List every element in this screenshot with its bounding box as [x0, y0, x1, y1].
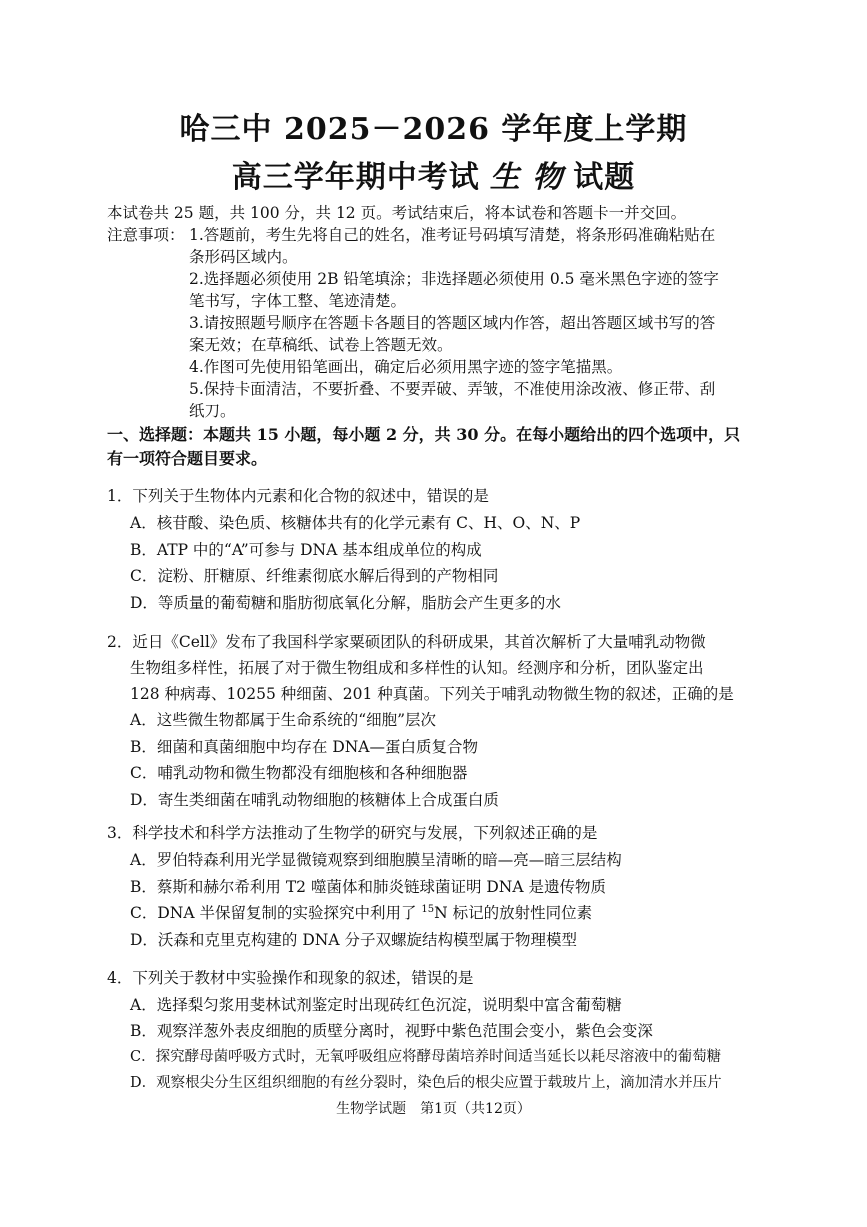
question-1-option-c: C．淀粉、肝糖原、纤维素彻底水解后得到的产物相同 [130, 567, 499, 585]
option-text: C．DNA 半保留复制的实验探究中利用了 [130, 904, 422, 922]
question-2-option-c: C．哺乳动物和微生物都没有细胞核和各种细胞器 [130, 764, 468, 782]
question-4-option-b: B．观察洋葱外表皮细胞的质壁分离时，视野中紫色范围会变小，紫色会变深 [130, 1022, 653, 1040]
question-2-stem-cont: 生物组多样性，拓展了对于微生物组成和多样性的认知。经测序和分析，团队鉴定出 [130, 659, 704, 677]
notice-line: 纸刀。 [189, 402, 236, 420]
page-footer: 生物学试题 第1页（共12页） [336, 1101, 531, 1117]
question-1-option-d: D．等质量的葡萄糖和脂肪彻底氧化分解，脂肪会产生更多的水 [130, 594, 561, 612]
subtitle-prefix: 高三学年期中考试 [231, 160, 480, 195]
notice-label: 注意事项： [107, 226, 185, 244]
notice-line: 5.保持卡面清洁，不要折叠、不要弄破、弄皱，不准使用涂改液、修正带、刮 [189, 380, 716, 398]
question-2-option-b: B．细菌和真菌细胞中均存在 DNA—蛋白质复合物 [130, 738, 479, 756]
isotope-mass-number: 15 [421, 903, 435, 915]
question-2-option-d: D．寄生类细菌在哺乳动物细胞的核糖体上合成蛋白质 [130, 791, 499, 809]
question-2-option-a: A．这些微生物都属于生命系统的“细胞”层次 [130, 711, 437, 729]
notice-line: 案无效；在草稿纸、试卷上答题无效。 [189, 336, 453, 354]
question-4-option-c: C．探究酵母菌呼吸方式时，无氧呼吸组应将酵母菌培养时间适当延长以耗尽溶液中的葡萄糖 [130, 1049, 722, 1065]
subject-name: 生 物 [489, 160, 564, 195]
exam-title: 哈三中 2025－2026 学年度上学期 [179, 112, 688, 147]
option-text: N 标记的放射性同位素 [434, 904, 593, 922]
intro-text: 本试卷共 25 题，共 100 分，共 12 页。考试结束后，将本试卷和答题卡一并交回。 [107, 204, 687, 222]
notice-line: 4.作图可先使用铅笔画出，确定后必须用黑字迹的签字笔描黑。 [189, 358, 623, 376]
notice-line: 笔书写，字体工整、笔迹清楚。 [189, 292, 407, 310]
exam-subtitle [0, 152, 867, 196]
notice-line: 3.请按照题号顺序在答题卡各题目的答题区域内作答，超出答题区域书写的答 [189, 314, 716, 332]
notice-line: 条形码区域内。 [189, 248, 298, 266]
question-2-stem-cont: 128 种病毒、10255 种细菌、201 种真菌。下列关于哺乳动物微生物的叙述，正确的是 [130, 685, 734, 703]
question-1-option-b: B．ATP 中的“A”可参与 DNA 基本组成单位的构成 [130, 541, 482, 559]
question-3-option-c [130, 902, 592, 924]
question-4-stem: 4．下列关于教材中实验操作和现象的叙述，错误的是 [107, 969, 474, 987]
question-3-option-d: D．沃森和克里克构建的 DNA 分子双螺旋结构模型属于物理模型 [130, 931, 577, 949]
question-1-option-a: A．核苷酸、染色质、核糖体共有的化学元素有 C、H、O、N、P [130, 514, 581, 532]
question-4-option-a: A．选择梨匀浆用斐林试剂鉴定时出现砖红色沉淀，说明梨中富含葡萄糖 [130, 996, 622, 1014]
notice-line: 1.答题前，考生先将自己的姓名，准考证号码填写清楚，将条形码准确粘贴在 [189, 226, 716, 244]
section-heading-cont: 有一项符合题目要求。 [107, 449, 268, 468]
question-1-stem: 1．下列关于生物体内元素和化合物的叙述中，错误的是 [107, 487, 489, 505]
question-3-option-a: A．罗伯特森利用光学显微镜观察到细胞膜呈清晰的暗—亮—暗三层结构 [130, 851, 622, 869]
question-3-option-b: B．蔡斯和赫尔希利用 T2 噬菌体和肺炎链球菌证明 DNA 是遗传物质 [130, 878, 606, 896]
section-heading: 一、选择题：本题共 15 小题，每小题 2 分，共 30 分。在每小题给出的四个选项中，只 [107, 425, 741, 444]
question-2-stem: 2．近日《Cell》发布了我国科学家粟硕团队的科研成果，其首次解析了大量哺乳动物微 [107, 633, 706, 651]
subtitle-suffix: 试题 [573, 160, 636, 195]
question-4-option-d: D．观察根尖分生区组织细胞的有丝分裂时，染色后的根尖应置于载玻片上，滴加清水并压片 [130, 1075, 722, 1091]
question-3-stem: 3．科学技术和科学方法推动了生物学的研究与发展，下列叙述正确的是 [107, 824, 598, 842]
notice-line: 2.选择题必须使用 2B 铅笔填涂；非选择题必须使用 0.5 毫米黑色字迹的签字 [189, 270, 719, 288]
